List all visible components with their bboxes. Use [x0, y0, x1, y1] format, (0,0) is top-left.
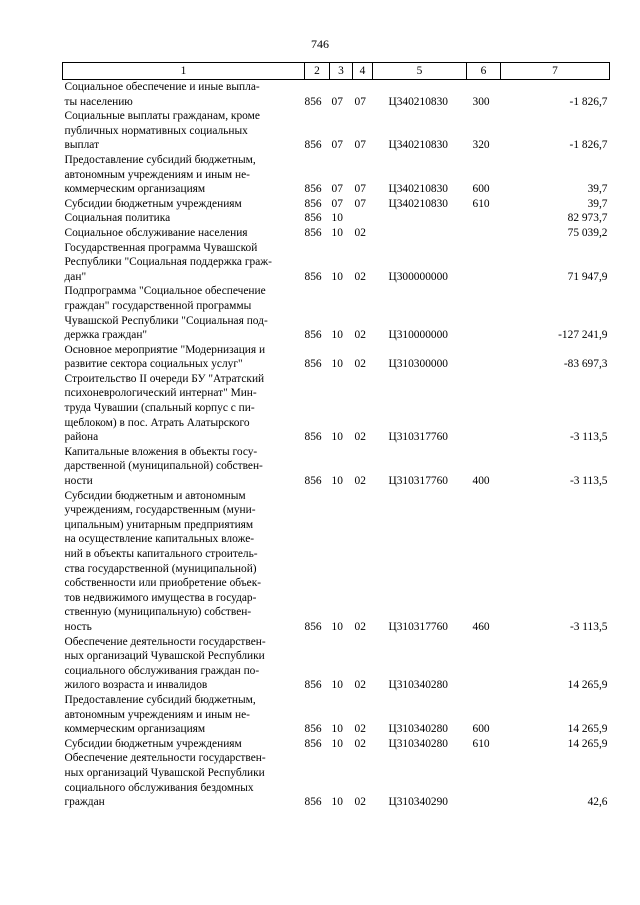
- cell-name-line: Субсидии бюджетным и автономным: [64, 489, 246, 502]
- cell-section: 10: [331, 329, 343, 342]
- cell-grbs: 856: [304, 197, 322, 210]
- cell-amount: -1 826,7: [569, 95, 608, 108]
- cell-name: [63, 693, 305, 737]
- cell-target-article: Ц310317760: [388, 475, 448, 488]
- cell-name-line: дан": [64, 270, 87, 283]
- cell-name-line: Социальное обслуживание населения: [64, 226, 248, 239]
- cell-target-article: Ц340210830: [388, 139, 448, 152]
- cell-amount: 14 265,9: [567, 737, 608, 750]
- cell-name-line: жилого возраста и инвалидов: [64, 679, 208, 692]
- cell-target-article: Ц310340290: [388, 796, 448, 809]
- cell-name-line: психоневрологический интернат" Мин-: [64, 387, 257, 400]
- cell-name-line: дарственной (муниципальной) собствен-: [64, 460, 263, 473]
- cell-amount: -127 241,9: [558, 329, 608, 342]
- cell-expense-type: 460: [472, 620, 490, 633]
- cell-name: [63, 80, 305, 110]
- cell-grbs: 856: [304, 212, 322, 225]
- cell-expense-type: 400: [472, 475, 490, 488]
- header-col-2: 2: [305, 63, 330, 80]
- cell-target-article: Ц310300000: [388, 358, 448, 371]
- cell-subsection: 02: [354, 358, 366, 371]
- cell-amount: 82 973,7: [567, 212, 608, 225]
- cell-expense-type: 610: [472, 197, 490, 210]
- cell-name-line: Чувашской Республики "Социальная под-: [64, 314, 268, 327]
- cell-name: [63, 197, 305, 212]
- cell-expense-type: 320: [472, 139, 490, 152]
- cell-name: [63, 284, 305, 342]
- cell-section: 10: [331, 737, 343, 750]
- cell-expense-type: 600: [472, 723, 490, 736]
- table-header-row: [63, 63, 610, 80]
- cell-grbs: 856: [304, 620, 322, 633]
- cell-subsection: 02: [354, 796, 366, 809]
- cell-expense-type: [467, 211, 501, 226]
- cell-expense-type: [467, 284, 501, 342]
- cell-target-article: Ц310317760: [388, 431, 448, 444]
- cell-target-article: Ц310340280: [388, 737, 448, 750]
- cell-target-article: Ц310340280: [388, 679, 448, 692]
- cell-name-line: Предоставление субсидий бюджетным,: [64, 693, 256, 706]
- cell-section: 10: [331, 620, 343, 633]
- cell-name-line: Подпрограмма "Социальное обеспечение: [64, 285, 266, 298]
- cell-name-line: ных организаций Чувашской Республики: [64, 650, 265, 663]
- cell-section: 10: [331, 475, 343, 488]
- cell-section: 10: [331, 679, 343, 692]
- table-row: [63, 372, 610, 445]
- cell-amount: 71 947,9: [567, 270, 608, 283]
- cell-name-line: Субсидии бюджетным учреждениям: [64, 737, 242, 750]
- cell-name-line: социального обслуживания граждан по-: [64, 664, 260, 677]
- cell-name-line: Социальное обеспечение и иные выпла-: [64, 81, 260, 93]
- cell-target-article: Ц300000000: [388, 270, 448, 283]
- cell-name-line: собственности или приобретение объек-: [64, 577, 262, 590]
- cell-subsection: 02: [354, 329, 366, 342]
- cell-subsection: 02: [354, 270, 366, 283]
- cell-subsection: 07: [354, 139, 366, 152]
- cell-grbs: 856: [304, 139, 322, 152]
- header-col-6: 6: [467, 63, 501, 80]
- cell-name-line: выплат: [64, 139, 100, 152]
- cell-name-line: Основное мероприятие "Модернизация и: [64, 343, 266, 356]
- table-row: [63, 445, 610, 489]
- cell-amount: 14 265,9: [567, 723, 608, 736]
- cell-name-line: держка граждан": [64, 329, 148, 342]
- cell-grbs: 856: [304, 358, 322, 371]
- cell-grbs: 856: [304, 475, 322, 488]
- cell-name-line: Обеспечение деятельности государствен-: [64, 635, 266, 648]
- cell-amount: 39,7: [587, 183, 608, 196]
- cell-name-line: ципальным) унитарным предприятиям: [64, 518, 254, 531]
- cell-section: 07: [331, 139, 343, 152]
- cell-name-line: Социальные выплаты гражданам, кроме: [64, 110, 260, 123]
- cell-name-line: Субсидии бюджетным учреждениям: [64, 197, 242, 210]
- table-row: [63, 241, 610, 285]
- cell-name: [63, 489, 305, 635]
- cell-name-line: ности: [64, 475, 93, 488]
- cell-name-line: автономным учреждениям и иным не-: [64, 168, 250, 181]
- cell-subsection: 02: [354, 431, 366, 444]
- cell-target-article: Ц310317760: [388, 620, 448, 633]
- cell-name: [63, 226, 305, 241]
- cell-grbs: 856: [304, 226, 322, 239]
- cell-expense-type: [467, 372, 501, 445]
- cell-name-line: на осуществление капитальных вложе-: [64, 533, 255, 546]
- table-row: [63, 109, 610, 153]
- cell-name-line: развитие сектора социальных услуг": [64, 358, 243, 371]
- cell-amount: -83 697,3: [563, 358, 608, 371]
- table-row: [63, 226, 610, 241]
- cell-target-article: Ц310000000: [388, 329, 448, 342]
- table-row: [63, 197, 610, 212]
- cell-target-article: Ц340210830: [388, 197, 448, 210]
- cell-name: [63, 211, 305, 226]
- cell-name-line: ний в объекты капитального строитель-: [64, 548, 258, 560]
- cell-name: [63, 737, 305, 752]
- cell-name-line: ных организаций Чувашской Республики: [64, 766, 265, 779]
- cell-subsection: 02: [354, 475, 366, 488]
- cell-name-line: ственную (муниципальную) собствен-: [64, 606, 252, 619]
- cell-amount: -3 113,5: [569, 431, 608, 444]
- cell-section: 10: [331, 723, 343, 736]
- cell-expense-type: [467, 343, 501, 372]
- cell-name-line: коммерческим организациям: [64, 723, 206, 736]
- cell-name: [63, 153, 305, 197]
- cell-name-line: автономным учреждениям и иным не-: [64, 708, 250, 721]
- cell-name: [63, 241, 305, 285]
- cell-target-article: [373, 211, 467, 226]
- cell-expense-type: [467, 241, 501, 285]
- cell-name-line: граждан: [64, 796, 105, 809]
- cell-amount: -3 113,5: [569, 475, 608, 488]
- cell-amount: 39,7: [587, 197, 608, 210]
- table-body: [63, 80, 610, 810]
- cell-name-line: Республики "Социальная поддержка граж-: [64, 256, 272, 269]
- cell-target-article: Ц340210830: [388, 183, 448, 196]
- cell-grbs: 856: [304, 723, 322, 736]
- header-col-5: 5: [373, 63, 467, 80]
- cell-name-line: Предоставление субсидий бюджетным,: [64, 153, 256, 166]
- cell-subsection: 02: [354, 620, 366, 633]
- cell-name-line: Государственная программа Чувашской: [64, 241, 258, 254]
- cell-target-article: Ц310340280: [388, 723, 448, 736]
- table-row: [63, 284, 610, 342]
- cell-amount: 14 265,9: [567, 679, 608, 692]
- table-row: [63, 80, 610, 110]
- cell-name: [63, 445, 305, 489]
- cell-amount: 42,6: [587, 796, 608, 809]
- cell-amount: 75 039,2: [567, 226, 608, 239]
- header-col-4: 4: [353, 63, 373, 80]
- cell-section: 10: [331, 212, 343, 225]
- cell-section: 10: [331, 431, 343, 444]
- cell-expense-type: 600: [472, 183, 490, 196]
- cell-name-line: граждан" государственной программы: [64, 299, 252, 312]
- cell-subsection: 02: [354, 723, 366, 736]
- cell-subsection: 07: [354, 95, 366, 108]
- cell-section: 07: [331, 183, 343, 196]
- table-row: [63, 211, 610, 226]
- cell-expense-type: [467, 751, 501, 809]
- cell-name-line: коммерческим организациям: [64, 183, 206, 196]
- cell-target-article: Ц340210830: [388, 95, 448, 108]
- cell-name-line: Капитальные вложения в объекты госу-: [64, 445, 258, 458]
- table-row: [63, 153, 610, 197]
- cell-expense-type: [467, 635, 501, 693]
- cell-grbs: 856: [304, 431, 322, 444]
- cell-expense-type: [467, 226, 501, 241]
- cell-name-line: района: [64, 431, 99, 444]
- budget-table: [62, 62, 610, 810]
- cell-name-line: публичных нормативных социальных: [64, 124, 248, 137]
- table-row: [63, 693, 610, 737]
- cell-grbs: 856: [304, 270, 322, 283]
- cell-target-article: [373, 226, 467, 241]
- table-row: [63, 635, 610, 693]
- header-col-1: 1: [63, 63, 305, 80]
- table-row: [63, 489, 610, 635]
- header-col-3: 3: [330, 63, 353, 80]
- cell-section: 10: [331, 358, 343, 371]
- cell-subsection: 02: [354, 679, 366, 692]
- cell-section: 10: [331, 796, 343, 809]
- cell-amount: -3 113,5: [569, 620, 608, 633]
- cell-subsection: 02: [354, 226, 366, 239]
- cell-name-line: тов недвижимого имущества в государ-: [64, 591, 257, 604]
- cell-grbs: 856: [304, 329, 322, 342]
- cell-name: [63, 343, 305, 372]
- cell-name: [63, 372, 305, 445]
- cell-name-line: щеблоком) в пос. Атрать Алатырского: [64, 416, 250, 429]
- cell-name: [63, 751, 305, 809]
- cell-name-line: Социальная политика: [64, 212, 171, 225]
- cell-amount: -1 826,7: [569, 139, 608, 152]
- cell-section: 07: [331, 197, 343, 210]
- cell-subsection: 07: [354, 197, 366, 210]
- cell-section: 10: [331, 226, 343, 239]
- cell-name-line: Обеспечение деятельности государствен-: [64, 752, 266, 765]
- page-number: 746: [311, 37, 329, 51]
- cell-grbs: 856: [304, 679, 322, 692]
- table-row: [63, 737, 610, 752]
- cell-section: 07: [331, 95, 343, 108]
- table-row: [63, 751, 610, 809]
- cell-name-line: учреждениям, государственным (муни-: [64, 504, 256, 517]
- cell-name-line: труда Чувашии (спальный корпус с пи-: [64, 402, 255, 415]
- cell-grbs: 856: [304, 737, 322, 750]
- header-col-7: 7: [501, 63, 610, 80]
- cell-expense-type: 610: [472, 737, 490, 750]
- cell-section: 10: [331, 270, 343, 283]
- cell-grbs: 856: [304, 796, 322, 809]
- cell-subsection: 07: [354, 183, 366, 196]
- cell-name-line: социального обслуживания бездомных: [64, 781, 254, 794]
- cell-name-line: ства государственной (муниципальной): [64, 562, 257, 575]
- cell-name-line: ность: [64, 620, 92, 633]
- cell-grbs: 856: [304, 95, 322, 108]
- cell-subsection: [353, 211, 373, 226]
- cell-name-line: Строительство II очереди БУ "Атратский: [64, 372, 265, 385]
- cell-grbs: 856: [304, 183, 322, 196]
- cell-expense-type: 300: [472, 95, 490, 108]
- cell-name-line: ты населению: [64, 95, 133, 108]
- cell-subsection: 02: [354, 737, 366, 750]
- cell-name: [63, 109, 305, 153]
- cell-name: [63, 635, 305, 693]
- table-row: [63, 343, 610, 372]
